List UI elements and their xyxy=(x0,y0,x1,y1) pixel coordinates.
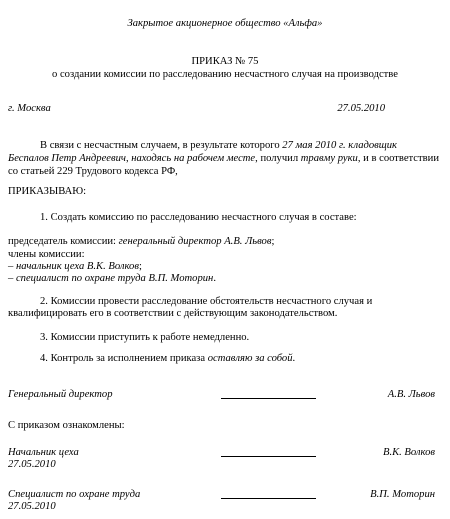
intro-line-1 xyxy=(40,139,397,152)
injury-type: травму руки xyxy=(300,153,358,164)
chair-label: председатель комиссии: xyxy=(8,236,119,247)
members-label: члены комиссии: xyxy=(8,249,85,260)
intro-sep: , xyxy=(125,153,132,164)
intro-l2-mid: , получил xyxy=(255,153,301,164)
order-word: ПРИКАЗЫВАЮ: xyxy=(8,186,87,197)
order-date: 27.05.2010 xyxy=(337,103,385,114)
chair-name: генеральный директор А.В. Львов xyxy=(118,236,272,247)
acquainted-1-name: В.К. Волков xyxy=(382,447,435,458)
signature-line xyxy=(221,398,316,399)
intro-l2-suffix: , и в соответствии xyxy=(357,153,439,164)
acquainted-label: С приказом ознакомлены: xyxy=(8,420,125,431)
item-3: 3. Комиссии приступить к работе немедленно. xyxy=(40,332,250,343)
item-2-line-2: квалифицировать его в соответствии с действующим законодательством. xyxy=(8,308,338,319)
incident-date-worker: 27 мая 2010 г. кладовщик xyxy=(282,140,397,151)
acquainted-2-date: 27.05.2010 xyxy=(8,501,56,512)
chair-suffix: ; xyxy=(271,236,275,247)
order-title: ПРИКАЗ № 75 xyxy=(191,56,259,67)
acquainted-1-title: Начальник цеха xyxy=(8,447,79,458)
member-2-suffix: . xyxy=(213,273,216,284)
item-4-prefix: 4. Контроль за исполнением приказа xyxy=(40,353,208,364)
order-city: г. Москва xyxy=(8,103,51,114)
incident-location: находясь на рабочем месте xyxy=(131,153,256,164)
intro-line-3: со статьей 229 Трудового кодекса РФ, xyxy=(8,166,178,177)
intro-line-2 xyxy=(8,152,439,165)
injured-worker-name: Беспалов Петр Андреевич xyxy=(8,153,126,164)
item-2-line-1: 2. Комиссии провести расследование обстоятельств несчастного случая и xyxy=(40,296,373,307)
acquainted-2-name: В.П. Моторин xyxy=(370,489,435,500)
member-2 xyxy=(8,272,216,285)
acquainted-2-title: Специалист по охране труда xyxy=(8,489,141,500)
acquainted-1-date: 27.05.2010 xyxy=(8,459,56,470)
signatory-title: Генеральный директор xyxy=(8,389,113,400)
intro-l1-prefix: В связи с несчастным случаем, в результате которого xyxy=(40,140,283,151)
item-4-suffix: . xyxy=(292,353,296,364)
member-1-suffix: ; xyxy=(138,261,142,272)
item-1: 1. Создать комиссию по расследованию несчастного случая в составе: xyxy=(40,212,357,223)
acquainted-2-signature-line xyxy=(221,498,316,499)
item-4 xyxy=(40,352,295,365)
signatory-name: А.В. Львов xyxy=(387,389,435,400)
member-2-name: – специалист по охране труда В.П. Моторин xyxy=(8,273,214,284)
order-subject: о создании комиссии по расследованию несчастного случая на производстве xyxy=(52,69,398,80)
member-1-name: – начальник цеха В.К. Волков xyxy=(8,261,139,272)
commission-chair xyxy=(8,235,274,248)
org-name: Закрытое акционерное общество «Альфа» xyxy=(127,18,323,29)
item-4-italic: оставляю за собой xyxy=(207,353,293,364)
acquainted-1-signature-line xyxy=(221,456,316,457)
